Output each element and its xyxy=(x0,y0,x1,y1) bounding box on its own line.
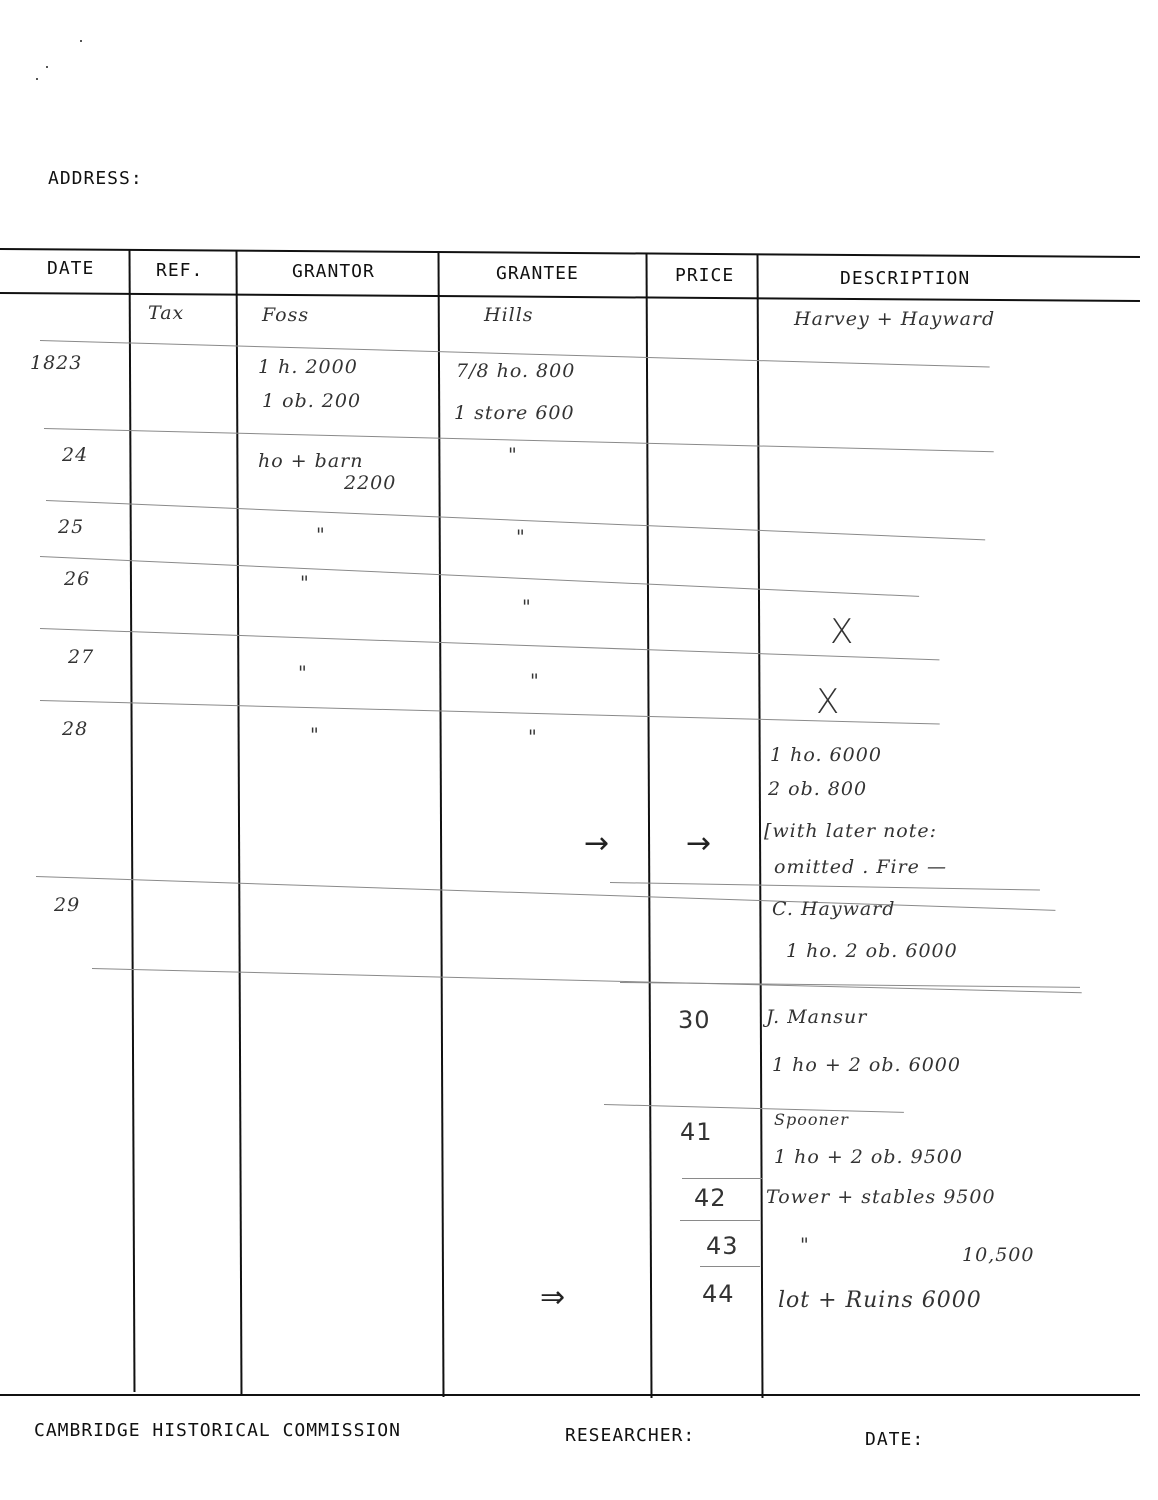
cross-mark: X xyxy=(830,612,854,652)
commission-name: CAMBRIDGE HISTORICAL COMMISSION xyxy=(34,1420,401,1441)
column-divider xyxy=(438,252,445,1397)
column-divider xyxy=(646,253,653,1398)
description-entry: " xyxy=(800,1234,810,1256)
grantor-entry: 2200 xyxy=(344,472,397,494)
column-divider xyxy=(757,254,764,1398)
double-arrow-icon: ⇒ xyxy=(540,1280,566,1315)
grantee-entry: " xyxy=(508,444,518,466)
date-entry: 27 xyxy=(68,646,95,668)
column-header-grantor: GRANTOR xyxy=(292,261,375,282)
stray-mark xyxy=(80,40,82,42)
date-entry: 29 xyxy=(54,894,81,916)
column-header-grantee: GRANTEE xyxy=(496,263,579,284)
description-entry: C. Hayward xyxy=(772,898,896,920)
grantee-entry: " xyxy=(516,526,526,548)
ref-entry: Tax xyxy=(148,302,185,324)
grantee-entry: Hills xyxy=(484,304,534,326)
column-divider xyxy=(129,250,136,1392)
grantor-entry: ho + barn xyxy=(258,450,364,472)
arrow-icon: → xyxy=(686,826,712,861)
cross-mark: X xyxy=(816,682,840,722)
price-entry: 30 xyxy=(678,1006,711,1034)
date-entry: 25 xyxy=(58,516,85,538)
footer-date-label: DATE: xyxy=(865,1429,925,1450)
price-entry: 41 xyxy=(680,1118,713,1146)
pencil-rule xyxy=(44,428,994,452)
description-entry: lot + Ruins 6000 xyxy=(778,1288,982,1313)
date-entry: 1823 xyxy=(30,352,83,374)
description-entry: omitted . Fire — xyxy=(774,856,947,878)
header-bottom-rule xyxy=(0,292,1140,302)
price-entry: 44 xyxy=(702,1280,735,1308)
date-entry: 26 xyxy=(64,568,91,590)
pencil-rule xyxy=(700,1266,760,1267)
description-entry: Spooner xyxy=(774,1110,849,1129)
grantor-entry: " xyxy=(298,662,308,684)
description-entry: 10,500 xyxy=(962,1244,1035,1266)
description-entry: [with later note: xyxy=(764,820,938,842)
column-header-price: PRICE xyxy=(675,265,735,286)
description-entry: Tower + stables 9500 xyxy=(766,1186,996,1208)
date-entry: 24 xyxy=(62,444,89,466)
description-entry: 1 ho. 6000 xyxy=(770,744,882,766)
pencil-rule xyxy=(682,1178,762,1179)
grantee-entry: " xyxy=(530,670,540,692)
pencil-rule xyxy=(40,628,939,660)
column-divider xyxy=(236,251,243,1395)
pencil-rule xyxy=(610,882,1040,891)
column-header-ref: REF. xyxy=(156,260,204,281)
grantee-entry: 1 store 600 xyxy=(454,402,575,424)
address-label: ADDRESS: xyxy=(48,168,143,189)
pencil-rule xyxy=(680,1220,760,1221)
grantee-entry: 7/8 ho. 800 xyxy=(456,360,576,382)
grantee-entry: " xyxy=(522,596,532,618)
researcher-label: RESEARCHER: xyxy=(565,1425,696,1446)
price-entry: 43 xyxy=(706,1232,739,1260)
column-header-description: DESCRIPTION xyxy=(840,268,971,289)
grantor-entry: " xyxy=(300,572,310,594)
grantor-entry: 1 ob. 200 xyxy=(262,390,362,412)
table-top-rule xyxy=(0,248,1140,258)
description-entry: 1 ho + 2 ob. 6000 xyxy=(772,1054,961,1076)
description-entry: Harvey + Hayward xyxy=(794,308,996,330)
table-bottom-rule xyxy=(0,1394,1140,1396)
column-header-date: DATE xyxy=(47,258,95,279)
date-entry: 28 xyxy=(62,718,89,740)
description-entry: 1 ho. 2 ob. 6000 xyxy=(786,940,958,962)
grantee-entry: " xyxy=(528,726,538,748)
grantor-entry: 1 h. 2000 xyxy=(258,356,358,378)
description-entry: 1 ho + 2 ob. 9500 xyxy=(774,1146,963,1168)
description-entry: 2 ob. 800 xyxy=(768,778,868,800)
stray-mark xyxy=(46,66,48,68)
pencil-rule xyxy=(36,876,1055,911)
description-entry: J. Mansur xyxy=(766,1006,868,1028)
price-entry: 42 xyxy=(694,1184,727,1212)
arrow-icon: → xyxy=(584,826,610,861)
pencil-rule xyxy=(40,556,919,597)
stray-mark xyxy=(36,78,38,80)
grantor-entry: " xyxy=(316,524,326,546)
pencil-rule xyxy=(40,700,940,725)
grantor-entry: " xyxy=(310,724,320,746)
grantor-entry: Foss xyxy=(262,304,310,326)
